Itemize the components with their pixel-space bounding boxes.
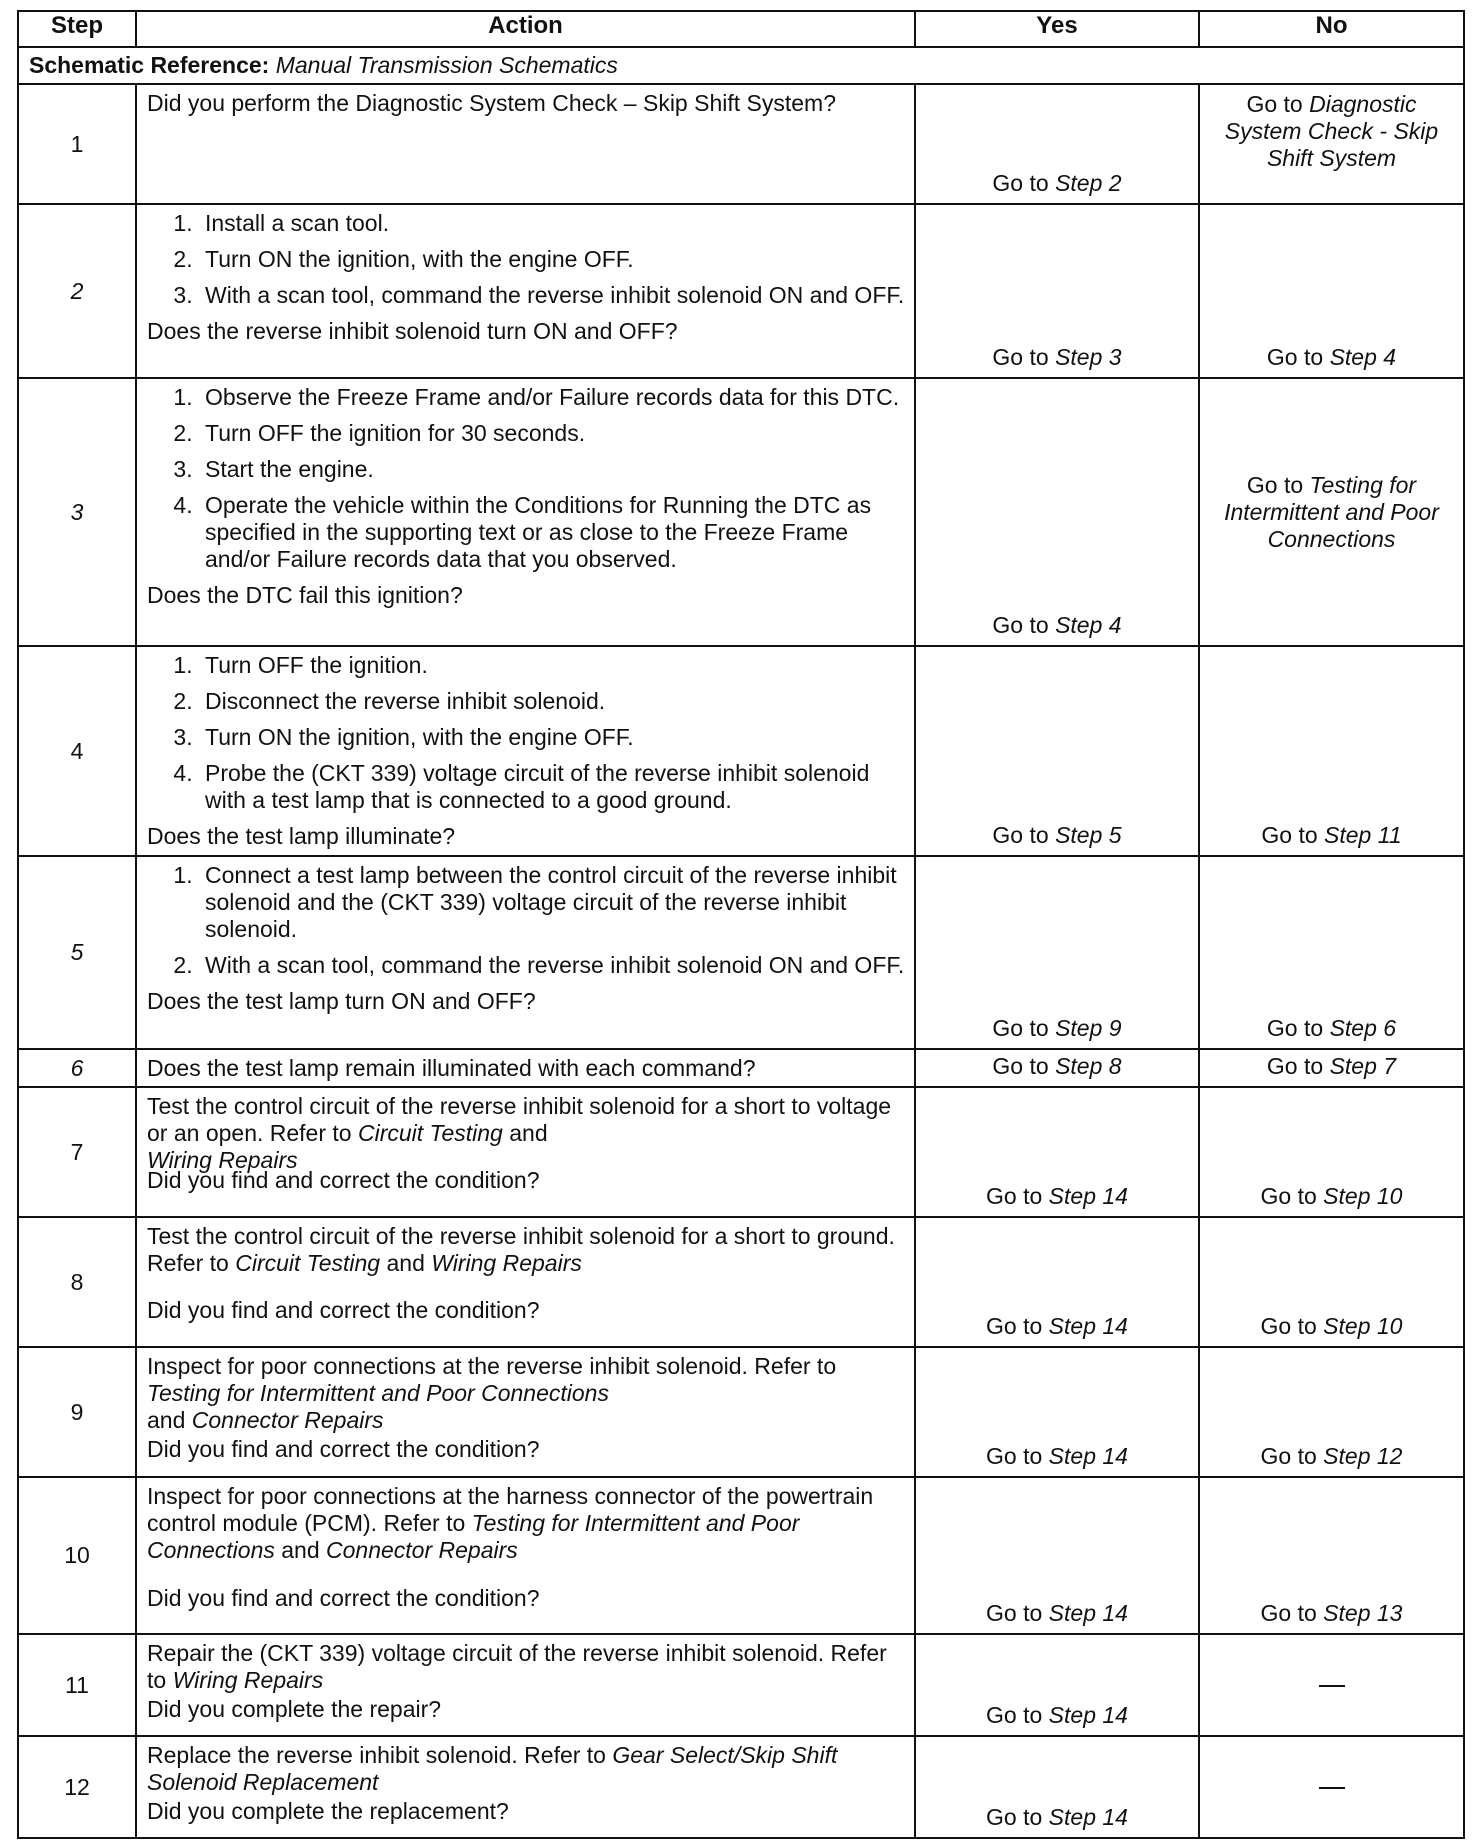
no-cell: Go to Step 10 (1199, 1217, 1464, 1347)
yes-cell: Go to Step 9 (915, 856, 1199, 1049)
no-step-link[interactable]: Step 4 (1329, 344, 1397, 370)
no-cell: Go to Diagnostic System Check - Skip Shift System (1199, 84, 1464, 204)
no-step-link[interactable]: Step 10 (1323, 1183, 1403, 1209)
yes-step-link[interactable]: Step 3 (1055, 344, 1122, 370)
yes-step-link[interactable]: Step 4 (1055, 612, 1122, 638)
reference-link[interactable]: Wiring Repairs (431, 1250, 582, 1276)
instruction: 4. Operate the vehicle within the Conditions for Running the DTC as specified in the supporting text or as close to the Freeze Frame and/or Failure records data that you observed. (199, 492, 908, 573)
question: Did you complete the replacement? (147, 1798, 509, 1824)
action-cell (136, 1217, 915, 1347)
question: Does the reverse inhibit solenoid turn ON and OFF? (147, 318, 678, 344)
yes-step-link[interactable]: Step 14 (1048, 1804, 1128, 1830)
no-cell: Go to Step 11 (1199, 646, 1464, 856)
action-cell (136, 1087, 915, 1217)
instruction: Inspect for poor connections at the reverse inhibit solenoid. Refer to Testing for Intermittent and Poor Connections and Connector Repairs (147, 1353, 837, 1433)
step-number: 9 (18, 1347, 136, 1477)
yes-step-link[interactable]: Step 14 (1048, 1313, 1128, 1339)
table-row (18, 1634, 1464, 1736)
instruction: 4. Probe the (CKT 339) voltage circuit of the reverse inhibit solenoid with a test lamp that is connected to a good ground. (199, 760, 908, 814)
table-row (18, 84, 1464, 204)
question: Does the test lamp turn ON and OFF? (147, 988, 536, 1014)
header-no: No (1199, 11, 1464, 47)
yes-step-link[interactable]: Step 2 (1055, 170, 1122, 196)
reference-link[interactable]: Connector Repairs (191, 1407, 384, 1433)
reference-link[interactable]: Testing for Intermittent and Poor Connections (147, 1510, 800, 1563)
instruction-list (147, 652, 908, 814)
reference-link[interactable]: Wiring Repairs (172, 1667, 324, 1693)
question: Does the DTC fail this ignition? (147, 582, 463, 608)
no-cell (1199, 1634, 1464, 1736)
step-number: 3 (18, 378, 136, 646)
table-row (18, 646, 1464, 856)
yes-cell: Go to Step 14 (915, 1634, 1199, 1736)
action-cell (136, 1736, 915, 1838)
action-cell (136, 1347, 915, 1477)
reference-link[interactable]: Testing for Intermittent and Poor Connections (147, 1380, 609, 1406)
question: Did you find and correct the condition? (147, 1436, 540, 1462)
instruction: Test the control circuit of the reverse inhibit solenoid for a short to voltage or an open. Refer to Circuit Testing and Wiring Repairs (147, 1093, 892, 1173)
dash-icon (1319, 1787, 1345, 1789)
reference-link[interactable]: Connector Repairs (326, 1537, 518, 1563)
no-step-link[interactable]: Step 11 (1324, 822, 1402, 848)
instruction: 2. Disconnect the reverse inhibit solenoid. (199, 688, 908, 715)
table-row (18, 1217, 1464, 1347)
step-number: 2 (18, 204, 136, 378)
no-cell: Go to Step 6 (1199, 856, 1464, 1049)
reference-link[interactable]: Gear Select/Skip Shift Solenoid Replacement (147, 1742, 838, 1795)
yes-cell: Go to Step 14 (915, 1736, 1199, 1838)
step-number: 11 (18, 1634, 136, 1736)
yes-step-link[interactable]: Step 8 (1055, 1053, 1122, 1079)
no-cell: Go to Step 4 (1199, 204, 1464, 378)
yes-step-link[interactable]: Step 14 (1048, 1183, 1128, 1209)
instruction-list (147, 384, 908, 573)
step-number: 10 (18, 1477, 136, 1634)
yes-step-link[interactable]: Step 5 (1055, 822, 1122, 848)
no-step-link[interactable]: Step 10 (1323, 1313, 1403, 1339)
schematic-reference-link[interactable]: Manual Transmission Schematics (275, 52, 618, 78)
step-number: 7 (18, 1087, 136, 1217)
instruction: Repair the (CKT 339) voltage circuit of the reverse inhibit solenoid. Refer to Wiring Repairs (147, 1640, 887, 1693)
question: Did you perform the Diagnostic System Check – Skip Shift System? (147, 90, 837, 116)
yes-cell: Go to Step 8 (915, 1049, 1199, 1087)
question: Does the test lamp remain illuminated with each command? (147, 1055, 756, 1081)
instruction: 2. Turn OFF the ignition for 30 seconds. (199, 420, 908, 447)
table-row (18, 1049, 1464, 1087)
header-row (18, 11, 1464, 47)
table-row (18, 1347, 1464, 1477)
no-cell: Go to Step 13 (1199, 1477, 1464, 1634)
step-number: 4 (18, 646, 136, 856)
question: Did you find and correct the condition? (147, 1297, 540, 1323)
no-step-link[interactable]: Step 6 (1329, 1015, 1397, 1041)
dash-icon (1319, 1685, 1345, 1687)
no-cell: Go to Step 10 (1199, 1087, 1464, 1217)
step-number: 8 (18, 1217, 136, 1347)
instruction: Test the control circuit of the reverse inhibit solenoid for a short to ground. Refer to Circuit Testing and Wiring Repairs (147, 1223, 895, 1276)
no-cell (1199, 1736, 1464, 1838)
schematic-row (18, 47, 1464, 84)
instruction-list (147, 862, 908, 979)
yes-cell: Go to Step 14 (915, 1477, 1199, 1634)
instruction: 1. Turn OFF the ignition. (199, 652, 908, 679)
yes-step-link[interactable]: Step 14 (1048, 1443, 1128, 1469)
step-number: 6 (18, 1049, 136, 1087)
no-link[interactable]: Testing for Intermittent and Poor Connections (1224, 471, 1439, 552)
schematic-label: Schematic Reference: (29, 52, 270, 78)
header-step: Step (18, 11, 136, 47)
instruction: 2. Turn ON the ignition, with the engine OFF. (199, 246, 908, 273)
reference-link[interactable]: Circuit Testing (357, 1120, 503, 1146)
table-row (18, 1736, 1464, 1838)
yes-cell: Go to Step 5 (915, 646, 1199, 856)
instruction: Inspect for poor connections at the harness connector of the powertrain control module (PCM). Refer to Testing for Intermittent and Poor Connections and Connector Repairs (147, 1483, 874, 1563)
instruction: 3. Turn ON the ignition, with the engine OFF. (199, 724, 908, 751)
step-number: 5 (18, 856, 136, 1049)
table-row (18, 378, 1464, 646)
instruction: 3. Start the engine. (199, 456, 908, 483)
yes-cell: Go to Step 3 (915, 204, 1199, 378)
instruction-list (147, 210, 908, 309)
instruction: Replace the reverse inhibit solenoid. Refer to Gear Select/Skip Shift Solenoid Replacement (147, 1742, 838, 1795)
table-row (18, 1477, 1464, 1634)
question: Did you complete the repair? (147, 1696, 442, 1722)
action-cell (136, 204, 915, 378)
header-action: Action (136, 11, 915, 47)
question: Did you find and correct the condition? (147, 1167, 540, 1193)
action-cell (136, 856, 915, 1049)
no-step-link[interactable]: Step 7 (1329, 1053, 1397, 1079)
step-number: 1 (18, 84, 136, 204)
yes-step-link[interactable]: Step 14 (1048, 1702, 1128, 1728)
diagnostic-table (17, 10, 1465, 1839)
no-step-link[interactable]: Step 13 (1323, 1600, 1403, 1626)
no-cell: Go to Step 12 (1199, 1347, 1464, 1477)
instruction: 1. Install a scan tool. (199, 210, 908, 237)
action-cell (136, 1477, 915, 1634)
action-cell (136, 1634, 915, 1736)
reference-link[interactable]: Circuit Testing (235, 1250, 381, 1276)
instruction: 1. Observe the Freeze Frame and/or Failure records data for this DTC. (199, 384, 908, 411)
reference-link[interactable]: Wiring Repairs (147, 1147, 298, 1173)
no-cell: Go to Testing for Intermittent and Poor Connections (1199, 378, 1464, 646)
question: Did you find and correct the condition? (147, 1585, 540, 1611)
yes-cell: Go to Step 14 (915, 1217, 1199, 1347)
yes-cell: Go to Step 4 (915, 378, 1199, 646)
yes-cell: Go to Step 14 (915, 1087, 1199, 1217)
table-row (18, 1087, 1464, 1217)
step-number: 12 (18, 1736, 136, 1838)
header-yes: Yes (915, 11, 1199, 47)
no-step-link[interactable]: Step 12 (1323, 1443, 1403, 1469)
yes-step-link[interactable]: Step 14 (1048, 1600, 1128, 1626)
yes-cell: Go to Step 14 (915, 1347, 1199, 1477)
action-cell (136, 84, 915, 204)
yes-step-link[interactable]: Step 9 (1055, 1015, 1122, 1041)
table-row (18, 204, 1464, 378)
instruction: 2. With a scan tool, command the reverse inhibit solenoid ON and OFF. (199, 952, 908, 979)
action-cell (136, 1049, 915, 1087)
instruction: 1. Connect a test lamp between the control circuit of the reverse inhibit solenoid and the (CKT 339) voltage circuit of the reverse inhibit solenoid. (199, 862, 908, 943)
table-row (18, 856, 1464, 1049)
yes-cell: Go to Step 2 (915, 84, 1199, 204)
action-cell (136, 646, 915, 856)
instruction: 3. With a scan tool, command the reverse inhibit solenoid ON and OFF. (199, 282, 908, 309)
no-cell: Go to Step 7 (1199, 1049, 1464, 1087)
action-cell (136, 378, 915, 646)
no-link[interactable]: Diagnostic System Check - Skip Shift System (1224, 91, 1439, 171)
question: Does the test lamp illuminate? (147, 823, 456, 849)
